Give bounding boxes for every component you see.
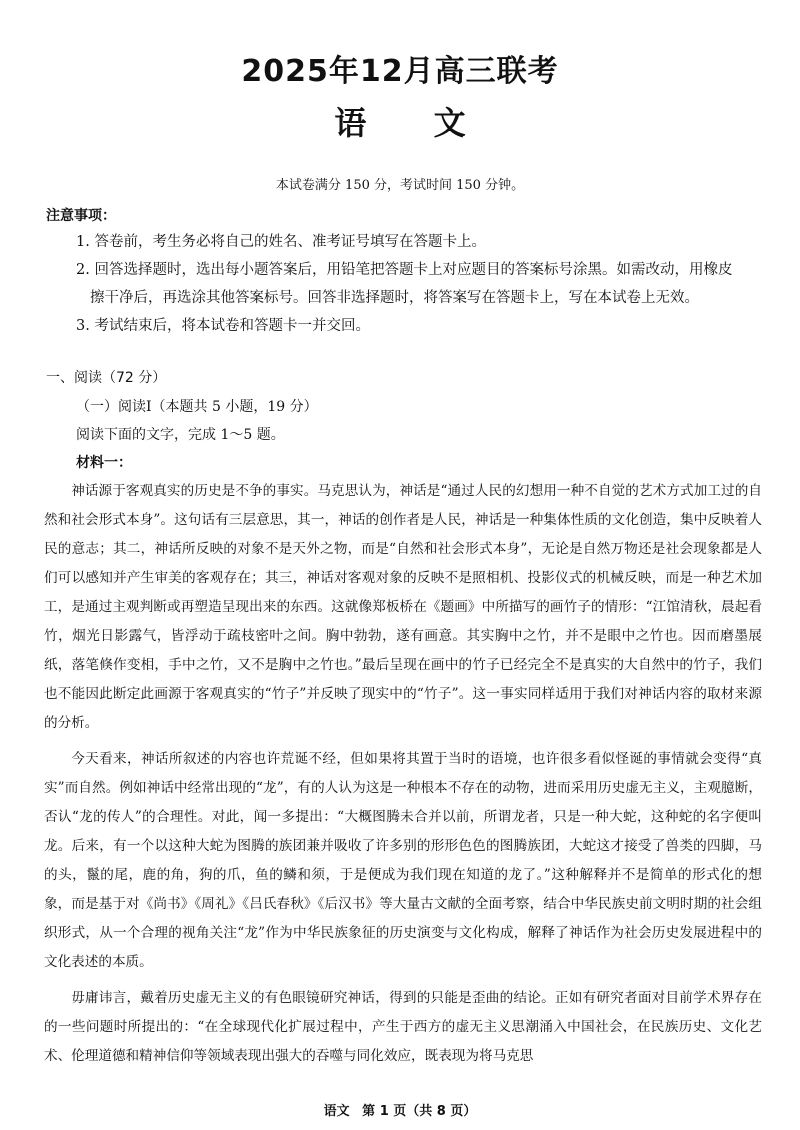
passage-paragraph: 毋庸讳言，戴着历史虚无主义的有色眼镜研究神话，得到的只能是歪曲的结论。正如有研究者面对目前学术界存在的一些问题时所提出的：“在全球现代化扩展过程中，产生于西方的虚无主义思潮涌入中国社会，在民族历史、文化艺术、伦理道德和精神信仰等领域表现出强大的吞噬与同化效应，既表现为将马克思 (44, 990, 762, 1064)
section-sub-heading: （一）阅读Ⅰ（本题共 5 小题，19 分） (76, 399, 318, 415)
section-heading: 一、阅读（72 分） (46, 370, 167, 386)
notice-list (76, 228, 766, 340)
footer-subject: 语文 (323, 1104, 350, 1119)
notice-item: 3. 考试结束后，将本试卷和答题卡一并交回。 (76, 318, 370, 334)
passage (44, 477, 762, 1078)
notice-item: 1. 答卷前，考生务必将自己的姓名、准考证号填写在答题卡上。 (76, 234, 486, 250)
material-label: 材料一： (76, 455, 132, 471)
page-footer (0, 1100, 800, 1119)
section-instruction: 阅读下面的文字，完成 1～5 题。 (76, 427, 285, 443)
passage-paragraph: 神话源于客观真实的历史是不争的事实。马克思认为，神话是“通过人民的幻想用一种不自觉的艺术方式加工过的自然和社会形式本身”。这句话有三层意思，其一，神话的创作者是人民，神话是一种集体性质的文化创造，集中反映着人民的意志；其二，神话所反映的对象不是天外之物，而是“自然和社会形式本身”，无论是自然万物还是社会现象都是人们可以感知并产生审美的客观存在；其三，神话对客观对象的反映不是照相机、投影仪式的机械反映，而是一种艺术加工，是通过主观判断或再塑造呈现出来的东西。这就像郑板桥在《题画》中所描写的画竹子的情形：“江馆清秋，晨起看竹，烟光日影露气，皆浮动于疏枝密叶之间。胸中勃勃，遂有画意。其实胸中之竹，并不是眼中之竹也。因而磨墨展纸，落笔倏作变相，手中之竹，又不是胸中之竹也。”最后呈现在画中的竹子已经完全不是真实的大自然中的竹子，我们也不能因此断定此画源于客观真实的“竹子”并反映了现实中的“竹子”。这一事实同样适用于我们对神话内容的取材来源的分析。 (44, 483, 762, 731)
subject-title: 语 文 (334, 104, 494, 142)
notice-item-continuation (76, 284, 766, 312)
exam-title: 2025年12月高三联考 (241, 54, 559, 89)
passage-paragraph: 今天看来，神话所叙述的内容也许荒诞不经，但如果将其置于当时的语境，也许很多看似怪诞的事情就会变得“真实”而自然。例如神话中经常出现的“龙”，有的人认为这是一种根本不存在的动物，进而采用历史虚无主义，主观臆断，否认“龙的传人”的合理性。对此，闻一多提出：“大概图腾未合并以前，所谓龙者，只是一种大蛇，这种蛇的名字便叫龙。后来，有一个以这种大蛇为图腾的族团兼并吸收了许多别的形形色色的图腾族团，大蛇这才接受了兽类的四脚，马的头，鬣的尾，鹿的角，狗的爪，鱼的鳞和须，于是便成为我们现在知道的龙了。”这种解释并不是简单的形式化的想象，而是基于对《尚书》《周礼》《吕氏春秋》《后汉书》等大量古文献的全面考察，结合中华民族史前文明时期的社会组织形式，从一个合理的视角关注“龙”作为中华民族象征的历史演变与文化构成，解释了神话作为社会历史发展进程中的文化表述的本质。 (44, 751, 762, 970)
footer-page-number: 第 1 页（共 8 页） (362, 1104, 477, 1119)
notice-item: 2. 回答选择题时，选出每小题答案后，用铅笔把答题卡上对应题目的答案标号涂黑。如需改动，用橡皮 (76, 262, 733, 278)
notice-heading: 注意事项： (46, 208, 116, 224)
exam-info: 本试卷满分 150 分，考试时间 150 分钟。 (275, 178, 525, 193)
notice-item-continuation-text: 擦干净后，再选涂其他答案标号。回答非选择题时，将答案写在答题卡上，写在本试卷上无效。 (90, 290, 699, 306)
